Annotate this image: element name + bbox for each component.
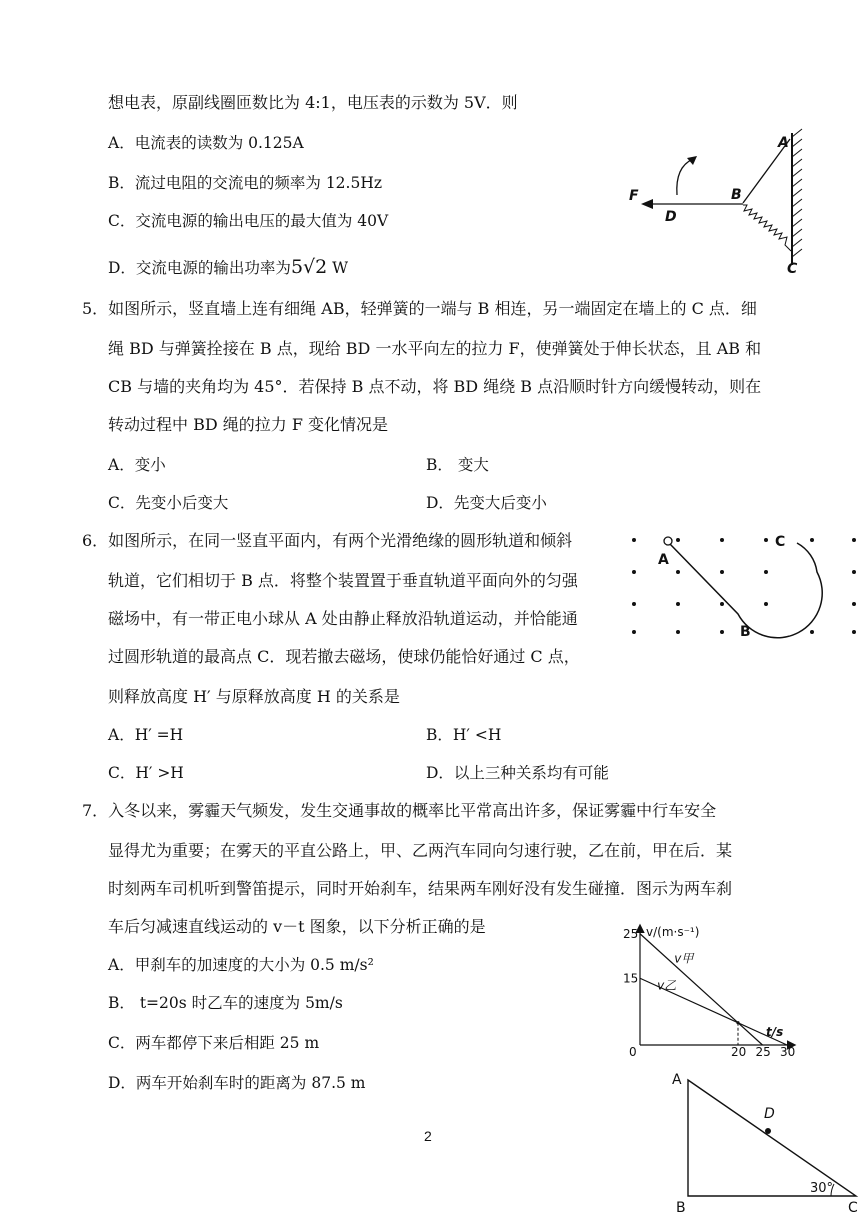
q5-label-f: F (629, 188, 639, 204)
q4-option-d-unit: W (332, 259, 349, 277)
q6-option-d: D．以上三种关系均有可能 (426, 764, 609, 782)
q5-option-d: D．先变大后变小 (426, 494, 547, 512)
x-tick-label: 30 (780, 1045, 796, 1058)
q5-option-a: A．变小 (108, 456, 166, 474)
q6-option-a: A．H′ =H (108, 726, 184, 744)
q6-label-c: C (775, 534, 786, 550)
x-axis-label: t/s (766, 1025, 784, 1039)
q5-stem-line-4: 转动过程中 BD 绳的拉力 F 变化情况是 (108, 415, 389, 434)
triangle-label-b: B (676, 1200, 686, 1215)
q6-track-figure (622, 528, 860, 640)
q4-option-c: C．交流电源的输出电压的最大值为 40V (108, 212, 389, 230)
q7-stem-line-4: 车后匀减速直线运动的 v－t 图象，以下分析正确的是 (108, 917, 486, 936)
q7-stem-line-3: 时刻两车司机听到警笛提示，同时开始刹车，结果两车刚好没有发生碰撞．图示为两车刹 (108, 879, 733, 898)
q5-option-b: B． 变大 (426, 456, 489, 474)
q5-wall-spring-figure (625, 125, 815, 280)
x-tick-label: 25 (755, 1045, 771, 1058)
q4-option-d (108, 256, 348, 279)
q5-label-c: C (787, 261, 798, 277)
intersection-point (736, 1021, 739, 1024)
series-label-jia: v甲 (674, 951, 694, 966)
q5-stem-line-3: CB 与墙的夹角均为 45°．若保持 B 点不动，将 BD 绳绕 B 点沿顺时针方向缓慢转动，则在 (108, 377, 762, 396)
q6-stem-line-2: 轨道，它们相切于 B 点．将整个装置置于垂直轨道平面向外的匀强 (108, 571, 578, 590)
q5-option-c: C．先变小后变大 (108, 494, 229, 512)
q5-label-d: D (665, 209, 677, 225)
y-axis-label: v/(m·s⁻¹) (646, 925, 700, 939)
q4-option-d-text: D．交流电源的输出功率为 (108, 259, 291, 277)
q7-option-c: C．两车都停下来后相距 25 m (108, 1034, 320, 1052)
q5-label-a: A (778, 135, 789, 151)
q6-label-a: A (658, 552, 669, 568)
q6-stem-line-5: 则释放高度 H′ 与原释放高度 H 的关系是 (108, 687, 400, 706)
q6-option-b: B．H′ <H (426, 726, 502, 744)
q6-label-b: B (740, 624, 751, 640)
q7-option-a: A．甲刹车的加速度的大小为 0.5 m/s² (108, 956, 374, 974)
q6-stem-line-4: 过圆形轨道的最高点 C．现若撤去磁场，使球仍能恰好通过 C 点， (108, 647, 580, 666)
y-tick-label: 25 (623, 926, 639, 941)
triangle-label-a: A (672, 1072, 682, 1088)
q6-option-c: C．H′ >H (108, 764, 184, 782)
q5-stem-line-2: 绳 BD 与弹簧拴接在 B 点，现给 BD 一水平向左的拉力 F，使弹簧处于伸长状态，且 AB 和 (108, 339, 762, 358)
series-label-yi: v乙 (657, 978, 677, 993)
q6-stem-line-3: 磁场中，有一带正电小球从 A 处由静止释放沿轨道运动，并恰能通 (108, 609, 578, 628)
x-tick-label: 0 (629, 1045, 637, 1058)
triangle-label-d: D (764, 1106, 775, 1122)
q7-option-b: B． t=20s 时乙车的速度为 5m/s (108, 994, 343, 1012)
q7-stem-line-2: 显得尤为重要；在雾天的平直公路上，甲、乙两汽车同向匀速行驶，乙在前，甲在后．某 (108, 841, 733, 860)
incline-triangle-figure (668, 1070, 860, 1215)
page-number: 2 (424, 1128, 432, 1144)
triangle-angle-label: 30° (810, 1181, 834, 1196)
q6-stem-line-1: 6．如图所示，在同一竖直平面内，有两个光滑绝缘的圆形轨道和倾斜 (82, 531, 573, 550)
q5-stem-line-1: 5．如图所示，竖直墙上连有细绳 AB，轻弹簧的一端与 B 相连，另一端固定在墙上的 C 点．细 (82, 299, 757, 318)
q4-option-b: B．流过电阻的交流电的频率为 12.5Hz (108, 174, 383, 192)
q7-vt-chart (614, 918, 800, 1058)
q7-stem-line-1: 7．入冬以来，雾霾天气频发，发生交通事故的概率比平常高出许多，保证雾霾中行车安全 (82, 801, 717, 820)
q4-option-a: A．电流表的读数为 0.125A (108, 134, 304, 152)
triangle-label-c: C (848, 1200, 858, 1215)
q4-option-d-math: 5√2 (290, 256, 328, 278)
q4-intro: 想电表，原副线圈匝数比为 4:1，电压表的示数为 5V．则 (108, 93, 518, 112)
q5-label-b: B (731, 187, 742, 203)
q7-option-d: D．两车开始刹车时的距离为 87.5 m (108, 1074, 366, 1092)
x-tick-label: 20 (731, 1045, 747, 1058)
y-tick-label: 15 (623, 971, 639, 986)
